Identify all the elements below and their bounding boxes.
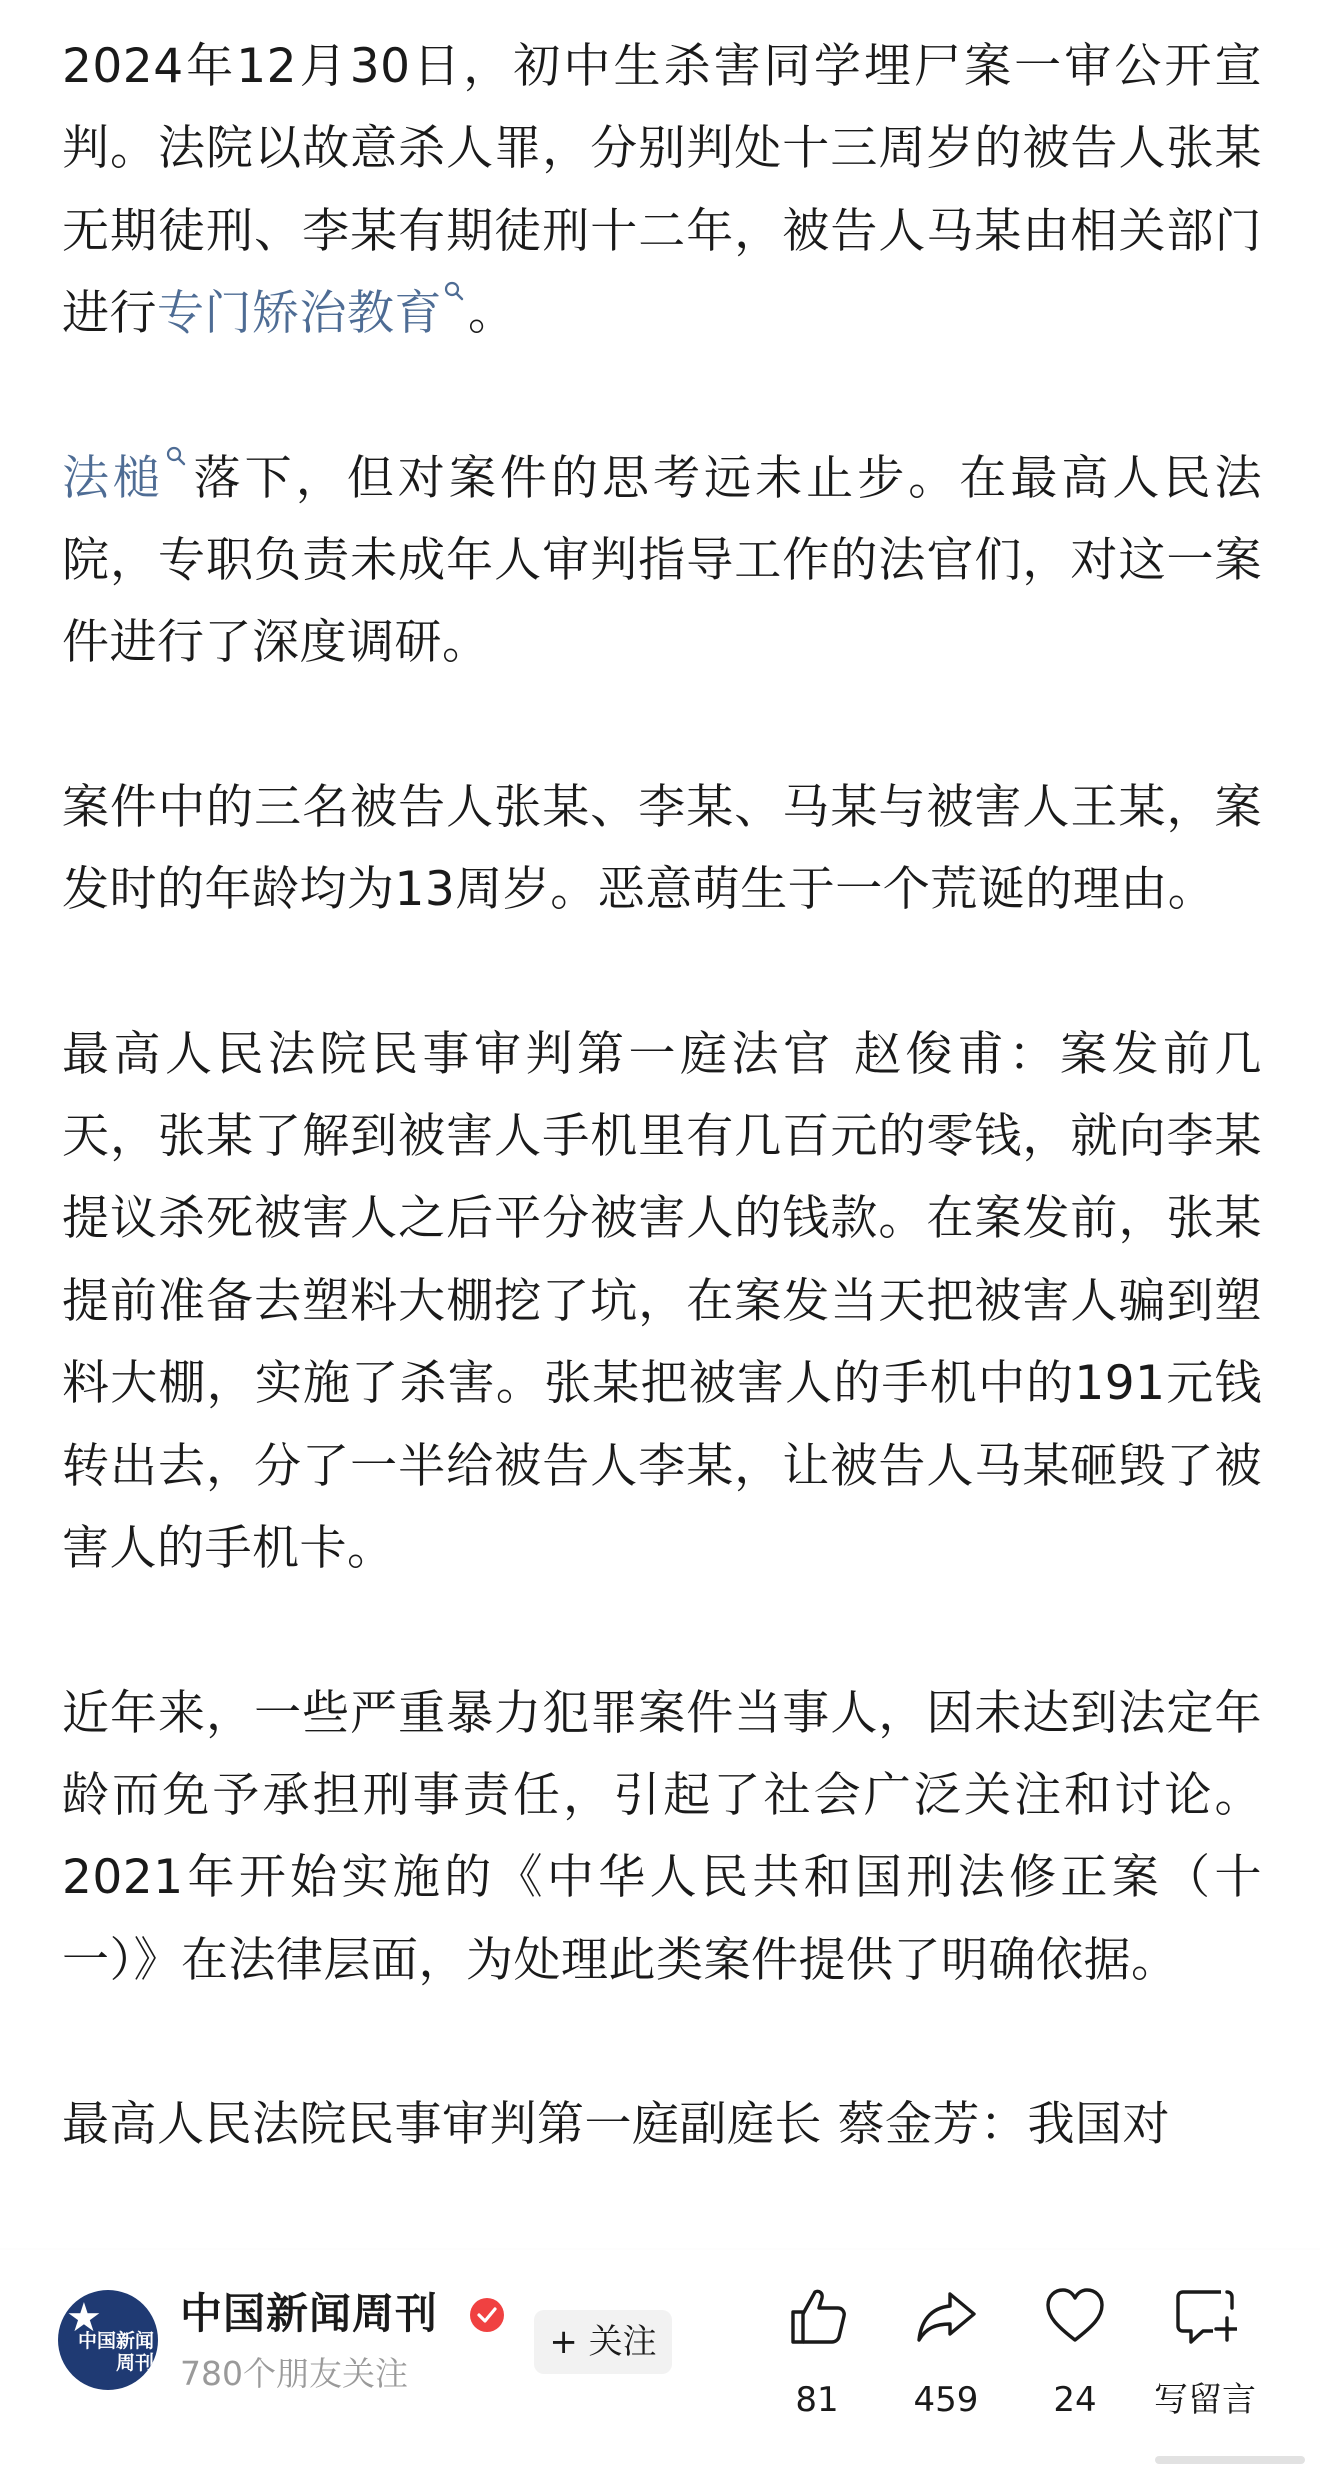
share-icon — [914, 2284, 978, 2348]
paragraph-1 — [62, 26, 1262, 356]
avatar-logo-text: 中国新闻周刊 — [77, 2330, 154, 2374]
write-comment-button[interactable] — [1140, 2280, 1270, 2450]
comment-label: 写留言 — [1154, 2380, 1256, 2420]
keyword-link-corrective-education[interactable]: 专门矫治教育 — [157, 286, 468, 341]
keyword-link-gavel[interactable]: 法槌 — [62, 451, 190, 506]
paragraph-5: 近年来，一些严重暴力犯罪案件当事人，因未达到法定年龄而免予承担刑事责任，引起了社会广泛关注和讨论。2021年开始实施的《中华人民共和国刑法修正案（十一）》在法律层面，为处理此类案件提供了明确依据。 — [62, 1685, 1262, 1988]
account-avatar[interactable] — [58, 2290, 158, 2390]
heart-icon — [1043, 2284, 1107, 2348]
follow-button[interactable]: + 关注 — [534, 2310, 672, 2374]
paragraph-1-text: 2024年12月30日，初中生杀害同学埋尸案一审公开宣判。法院以故意杀人罪，分别判处十三周岁的被告人张某无期徒刑、李某有期徒刑十二年，被告人马某由相关部门进行 — [62, 39, 1262, 342]
fade-overlay — [0, 2210, 1320, 2250]
share-count: 459 — [913, 2380, 979, 2420]
like-count: 81 — [795, 2380, 839, 2420]
paragraph-2-text: 落下，但对案件的思考远未止步。在最高人民法院，专职负责未成年人审判指导工作的法官们，对这一案件进行了深度调研。 — [62, 450, 1263, 671]
paragraph-1-end: 。 — [468, 286, 516, 342]
article-body — [62, 26, 1262, 2249]
search-icon — [164, 438, 190, 478]
followers-count: 780个朋友关注 — [180, 2354, 408, 2393]
star-logo-icon: ★ — [66, 2295, 102, 2341]
paragraph-2 — [62, 438, 1262, 685]
bottom-action-bar — [0, 2248, 1320, 2476]
paragraph-6: 最高人民法院民事审判第一庭副庭长 蔡金芳：我国对 — [62, 2097, 1170, 2153]
favorite-count: 24 — [1053, 2380, 1097, 2420]
search-icon — [442, 273, 468, 313]
account-name[interactable]: 中国新闻周刊 — [180, 2289, 439, 2338]
paragraph-3: 案件中的三名被告人张某、李某、马某与被害人王某，案发时的年龄均为13周岁。恶意萌生于一个荒诞的理由。 — [62, 779, 1262, 918]
home-indicator[interactable] — [1155, 2456, 1305, 2464]
verified-icon — [470, 2298, 504, 2332]
favorite-button[interactable] — [1010, 2280, 1140, 2450]
comment-add-icon — [1173, 2284, 1237, 2348]
paragraph-4: 最高人民法院民事审判第一庭法官 赵俊甫：案发前几天，张某了解到被害人手机里有几百元的零钱，就向李某提议杀死被害人之后平分被害人的钱款。在案发前，张某提前准备去塑料大棚挖了坑，在案发当天把被害人骗到塑料大棚，实施了杀害。张某把被害人的手机中的191元钱转出去，分了一半给被告人李某，让被告人马某砸毁了被害人的手机卡。 — [62, 1026, 1262, 1577]
share-button[interactable] — [881, 2280, 1011, 2450]
like-button[interactable] — [752, 2280, 882, 2450]
thumbs-up-icon — [785, 2284, 849, 2348]
